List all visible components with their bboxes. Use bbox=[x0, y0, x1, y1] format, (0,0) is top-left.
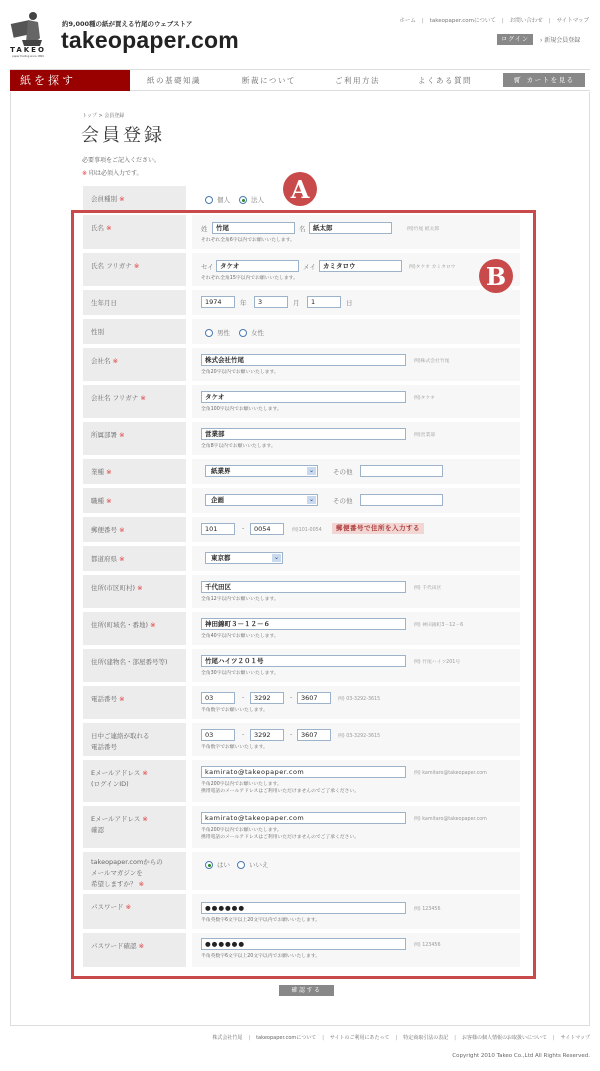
hint-text: 携帯電話のメールアドレスはご利用いただけませんのでご了承ください。 bbox=[201, 789, 360, 794]
dash: - bbox=[242, 693, 245, 701]
top-link-about[interactable]: takeopaper.comについて bbox=[429, 18, 496, 24]
last-name-input[interactable]: 竹尾 bbox=[212, 222, 295, 234]
annotation-badge-a: A bbox=[283, 172, 317, 206]
sei-kana-label: セイ bbox=[201, 263, 214, 271]
label-industry: 業種 ※ bbox=[83, 459, 186, 484]
footer-links bbox=[212, 1034, 590, 1041]
required-note bbox=[82, 168, 142, 177]
example-text: 例) 竹尾ハイツ201号 bbox=[414, 660, 461, 665]
example-text: 例) kamitaro@takeopaper.com bbox=[414, 771, 487, 776]
radio-individual-label: 個人 bbox=[217, 196, 230, 204]
top-link-home[interactable]: ホーム bbox=[399, 18, 416, 24]
page-title: 会員登録 bbox=[81, 125, 165, 146]
label-company-kana: 会社名 フリガナ ※ bbox=[83, 385, 186, 418]
example-text: 例) 03-3292-3615 bbox=[338, 697, 381, 702]
label-name: 氏名 ※ bbox=[83, 215, 186, 249]
label-newsletter: takeopaper.comからの メールマガジンを 希望しますか？ ※ bbox=[83, 852, 186, 890]
nav-basics[interactable]: 紙の基礎知識 bbox=[147, 76, 201, 85]
hint-text: 半角200字以内でお願いいたします。 bbox=[201, 782, 282, 787]
year-label: 年 bbox=[240, 299, 247, 307]
label-job: 職種 ※ bbox=[83, 488, 186, 513]
day-phone-last-input[interactable]: 3607 bbox=[297, 729, 331, 741]
city-input[interactable]: 千代田区 bbox=[201, 581, 406, 593]
birth-year-input[interactable]: 1974 bbox=[201, 296, 235, 308]
street-input[interactable]: 神田錦町３－１２－６ bbox=[201, 618, 406, 630]
separator: | bbox=[395, 1035, 398, 1041]
logo-text: TAKEO bbox=[10, 46, 46, 54]
top-link-contact[interactable]: お問い合わせ bbox=[509, 18, 543, 24]
separator: | bbox=[552, 1035, 555, 1041]
password-confirm-input[interactable]: ●●●●●● bbox=[201, 938, 406, 950]
example-text: 例) 神田錦町3－12－6 bbox=[414, 623, 464, 628]
footer-link-company[interactable]: 株式会社竹尾 bbox=[212, 1035, 243, 1041]
register-link[interactable]: › 新規会員登録 bbox=[540, 37, 581, 44]
department-input[interactable]: 営業部 bbox=[201, 428, 406, 440]
copyright: Copyright 2010 Takeo Co.,Ltd All Rights Reserved. bbox=[452, 1053, 590, 1059]
hint-text: それぞれ全角15字以内でお願いいたします。 bbox=[201, 276, 298, 281]
job-select[interactable]: 企画 ⌄ bbox=[205, 494, 318, 506]
birth-day-input[interactable]: 1 bbox=[307, 296, 341, 308]
required-note-text: 印は必須入力です。 bbox=[87, 170, 143, 177]
mei-kana-label: メイ bbox=[303, 263, 316, 271]
mei-label: 名 bbox=[299, 225, 306, 233]
example-text: 例)タケオ カミタロウ bbox=[409, 265, 456, 270]
label-birthdate: 生年月日 bbox=[83, 290, 186, 315]
example-text: 例) 03-3292-3615 bbox=[338, 734, 381, 739]
logo-subtext: paper trading since 1899 bbox=[12, 55, 44, 58]
confirm-button[interactable]: 確認する bbox=[279, 985, 334, 996]
footer-link-commerce-law[interactable]: 特定商取引法の表記 bbox=[403, 1035, 449, 1041]
hint-text: 半角200字以内でお願いいたします。 bbox=[201, 828, 282, 833]
footer-link-terms[interactable]: サイトのご利用にあたって bbox=[329, 1035, 390, 1041]
hint-text: 全角100字以内でお願いいたします。 bbox=[201, 407, 282, 412]
value-member-type bbox=[192, 186, 520, 211]
label-password: パスワード ※ bbox=[83, 894, 186, 929]
day-label: 日 bbox=[346, 299, 353, 307]
example-text: 例)営業部 bbox=[414, 433, 436, 438]
example-text: 例)株式会社竹尾 bbox=[414, 359, 450, 364]
phone-last-input[interactable]: 3607 bbox=[297, 692, 331, 704]
dash: - bbox=[290, 693, 293, 701]
hint-text: 全角8字以内でお願いいたします。 bbox=[201, 444, 276, 449]
footer-link-sitemap[interactable]: サイトマップ bbox=[560, 1035, 590, 1041]
top-links bbox=[399, 16, 589, 24]
first-name-kana-input[interactable]: カミタロウ bbox=[319, 260, 402, 272]
dash: - bbox=[242, 730, 245, 738]
hint-text: それぞれ全角6字以内でお願いいたします。 bbox=[201, 238, 295, 243]
first-name-input[interactable]: 紙太郎 bbox=[309, 222, 392, 234]
label-city: 住所(市区町村) ※ bbox=[83, 575, 186, 608]
chevron-down-icon: ⌄ bbox=[273, 554, 280, 561]
other-label: その他 bbox=[333, 497, 353, 505]
example-text: 例)竹尾 紙太郎 bbox=[407, 227, 440, 232]
email-confirm-input[interactable]: kamirato@takeopaper.com bbox=[201, 812, 406, 824]
email-input[interactable]: kamirato@takeopaper.com bbox=[201, 766, 406, 778]
nav-faq[interactable]: よくある質問 bbox=[418, 76, 472, 85]
label-building: 住所(建物名・部屋番号等) bbox=[83, 649, 186, 682]
separator: | bbox=[322, 1035, 324, 1041]
separator: | bbox=[454, 1035, 456, 1041]
separator: | bbox=[501, 18, 504, 24]
radio-no-label: いいえ bbox=[249, 861, 269, 869]
example-text: 例) 123456 bbox=[414, 907, 441, 912]
label-member-type: 会員種別 ※ bbox=[83, 186, 186, 211]
label-company: 会社名 ※ bbox=[83, 348, 186, 381]
top-link-sitemap[interactable]: サイトマップ bbox=[556, 18, 589, 24]
label-phone: 電話番号 ※ bbox=[83, 686, 186, 719]
example-text: 例)101-0054 bbox=[292, 528, 322, 533]
nav-cutting[interactable]: 断裁について bbox=[242, 76, 296, 85]
other-label: その他 bbox=[333, 468, 353, 476]
example-text: 例) kamitaro@takeopaper.com bbox=[414, 817, 487, 822]
label-password-confirm: パスワード確認 ※ bbox=[83, 933, 186, 967]
radio-female-label: 女性 bbox=[251, 329, 264, 337]
hint-text: 全角30字以内でお願いいたします。 bbox=[201, 671, 279, 676]
annotation-badge-b: B bbox=[479, 259, 513, 293]
label-street: 住所(町域名・番地) ※ bbox=[83, 612, 186, 645]
breadcrumb: トップ > 会員登録 bbox=[82, 113, 125, 119]
label-name-kana: 氏名 フリガナ ※ bbox=[83, 253, 186, 286]
sei-label: 姓 bbox=[201, 225, 208, 233]
zip-lookup-button[interactable]: 郵便番号で住所を入力する bbox=[332, 523, 424, 534]
prefecture-select[interactable]: 東京都 ⌄ bbox=[205, 552, 283, 564]
hint-text: 全角20字以内でお願いいたします。 bbox=[201, 370, 279, 375]
login-button[interactable]: ログイン bbox=[497, 34, 533, 45]
radio-yes-label: はい bbox=[217, 861, 230, 869]
label-email-confirm: Eメールアドレス ※ 確認 bbox=[83, 806, 186, 848]
nav-find-paper[interactable]: 紙を探す bbox=[10, 70, 130, 91]
example-text: 例) 千代田区 bbox=[414, 586, 442, 591]
last-name-kana-input[interactable]: タケオ bbox=[216, 260, 299, 272]
takeo-logo[interactable] bbox=[8, 8, 48, 60]
company-kana-input[interactable]: タケオ bbox=[201, 391, 406, 403]
label-zip: 郵便番号 ※ bbox=[83, 517, 186, 542]
hint-text: 半角英数字6文字以上20文字以内でお願いいたします。 bbox=[201, 954, 321, 959]
hint-text: 携帯電話のメールアドレスはご利用いただけませんのでご了承ください。 bbox=[201, 835, 360, 840]
example-text: 例)タケオ bbox=[414, 396, 435, 401]
label-email: Eメールアドレス ※ (ログインID) bbox=[83, 760, 186, 802]
footer-link-privacy[interactable]: お客様の個人情報のお取扱いについて bbox=[461, 1035, 547, 1041]
hint-text: 全角40字以内でお願いいたします。 bbox=[201, 634, 279, 639]
footer-link-about[interactable]: takeopaper.comについて bbox=[256, 1035, 317, 1041]
main-nav bbox=[10, 69, 590, 91]
phone-middle-input[interactable]: 3292 bbox=[250, 692, 284, 704]
radio-individual[interactable] bbox=[205, 196, 213, 204]
zip-first-input[interactable]: 101 bbox=[201, 523, 235, 535]
separator: | bbox=[548, 18, 551, 24]
view-cart-button[interactable] bbox=[503, 73, 585, 87]
hint-text: 半角英数字6文字以上20文字以内でお願いいたします。 bbox=[201, 918, 321, 923]
nav-howto[interactable]: ご利用方法 bbox=[335, 76, 380, 85]
month-label: 月 bbox=[293, 299, 300, 307]
label-prefecture: 都道府県 ※ bbox=[83, 546, 186, 571]
cart-icon: 🛒︎ bbox=[513, 76, 524, 84]
separator: | bbox=[248, 1035, 251, 1041]
separator: | bbox=[421, 18, 424, 24]
example-text: 例) 123456 bbox=[414, 943, 441, 948]
dash: - bbox=[290, 730, 293, 738]
label-day-phone: 日中ご連絡が取れる 電話番号 bbox=[83, 723, 186, 756]
password-input[interactable]: ●●●●●● bbox=[201, 902, 406, 914]
day-phone-middle-input[interactable]: 3292 bbox=[250, 729, 284, 741]
dash: - bbox=[242, 524, 245, 532]
cart-label: カートを見る bbox=[526, 76, 575, 84]
industry-select[interactable]: 紙業界 ⌄ bbox=[205, 465, 318, 477]
label-gender: 性別 bbox=[83, 319, 186, 344]
tagline: 約9,000種の紙が買える竹尾のウェブストア bbox=[62, 20, 193, 28]
intro-text: 必要事項をご記入ください。 bbox=[82, 157, 161, 164]
birth-month-input[interactable]: 3 bbox=[254, 296, 288, 308]
label-department: 所属部署 ※ bbox=[83, 422, 186, 455]
chevron-down-icon: ⌄ bbox=[308, 496, 315, 503]
radio-corporate-label: 法人 bbox=[251, 196, 264, 204]
hint-text: 半角数字でお願いいたします。 bbox=[201, 708, 268, 713]
hint-text: 半角数字でお願いいたします。 bbox=[201, 745, 268, 750]
hint-text: 全角12字以内でお願いいたします。 bbox=[201, 597, 279, 602]
zip-second-input[interactable]: 0054 bbox=[250, 523, 284, 535]
company-input[interactable]: 株式会社竹尾 bbox=[201, 354, 406, 366]
radio-corporate[interactable] bbox=[239, 196, 247, 204]
day-phone-area-input[interactable]: 03 bbox=[201, 729, 235, 741]
site-name[interactable]: takeopaper.com bbox=[61, 27, 239, 53]
building-input[interactable]: 竹尾ハイツ２０１号 bbox=[201, 655, 406, 667]
annotation-highlight-box bbox=[71, 210, 536, 979]
radio-male-label: 男性 bbox=[217, 329, 230, 337]
chevron-down-icon: ⌄ bbox=[308, 467, 315, 474]
required-mark: ※ bbox=[82, 170, 88, 177]
phone-area-input[interactable]: 03 bbox=[201, 692, 235, 704]
